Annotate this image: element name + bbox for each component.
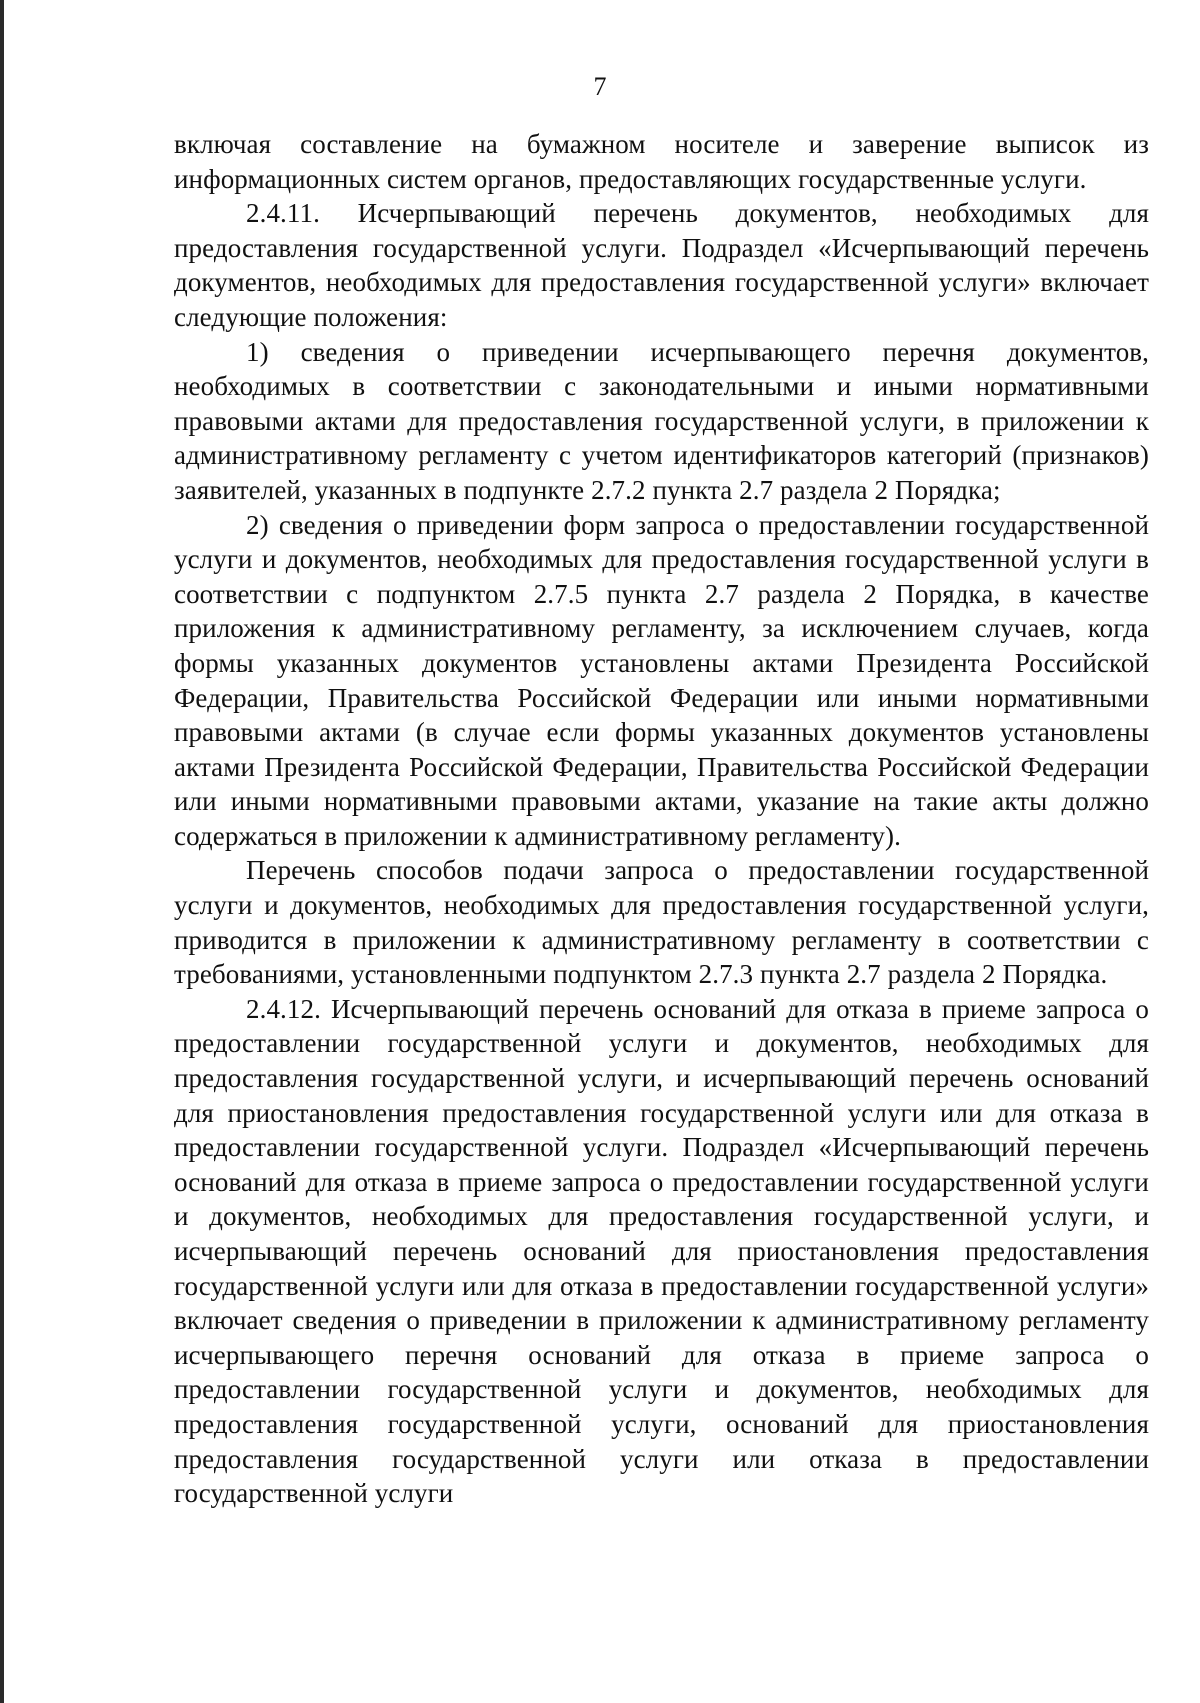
list-item-2: 2) сведения о приведении форм запроса о предоставлении государственной услуги и документов, необходимых для предоставления государственной услуги в соответствии с подпунктом 2.7.5 пункта 2.7 раздела 2 Порядка, в качестве приложения к административному регламенту, за исключением случаев, когда формы указанных документов установлены актами Президента Российской Федерации, Правительства Российской Федерации или иными нормативными правовыми актами (в случае если формы указанных документов установлены актами Президента Российской Федерации, Правительства Российской Федерации или иными нормативными правовыми актами, указание на такие акты должно содержаться в приложении к административному регламенту). [174,509,1149,851]
document-body [174,127,1149,1511]
list-item-1: 1) сведения о приведении исчерпывающего перечня документов, необходимых в соответствии с законодательными и иными нормативными правовыми актами для предоставления государственной услуги, в приложении к административному регламенту с учетом идентификаторов категорий (признаков) заявителей, указанных в подпункте 2.7.2 пункта 2.7 раздела 2 Порядка; [174,336,1149,505]
scan-edge-shadow [0,0,4,1703]
paragraph-2-4-12: 2.4.12. Исчерпывающий перечень оснований для отказа в приеме запроса о предоставлении государственной услуги и документов, необходимых для предоставления государственной услуги, и исчерпывающий перечень оснований для приостановления предоставления государственной услуги или для отказа в предоставлении государственной услуги. Подраздел «Исчерпывающий перечень оснований для отказа в приеме запроса о предоставлении государственной услуги и документов, необходимых для предоставления государственной услуги, и исчерпывающий перечень оснований для приостановления предоставления государственной услуги или для отказа в предоставлении государственной услуги» включает сведения о приведении в приложении к административному регламенту исчерпывающего перечня оснований для отказа в приеме запроса о предоставлении государственной услуги и документов, необходимых для предоставления государственной услуги, оснований для приостановления предоставления государственной услуги или отказа в предоставлении государственной услуги [174,993,1149,1509]
paragraph-continuation: включая составление на бумажном носителе и заверение выписок из информационных систем органов, предоставляющих государственные услуги. [174,129,1149,194]
paragraph-2-4-11: 2.4.11. Исчерпывающий перечень документов, необходимых для предоставления государственной услуги. Подраздел «Исчерпывающий перечень документов, необходимых для предоставления государственной услуги» включает следующие положения: [174,198,1149,332]
page-number: 7 [593,72,607,101]
paragraph-submission-methods: Перечень способов подачи запроса о предоставлении государственной услуги и документов, необходимых для предоставления государственной услуги, приводится в приложении к административному регламенту в соответствии с требованиями, установленными подпунктом 2.7.3 пункта 2.7 раздела 2 Порядка. [174,855,1149,990]
